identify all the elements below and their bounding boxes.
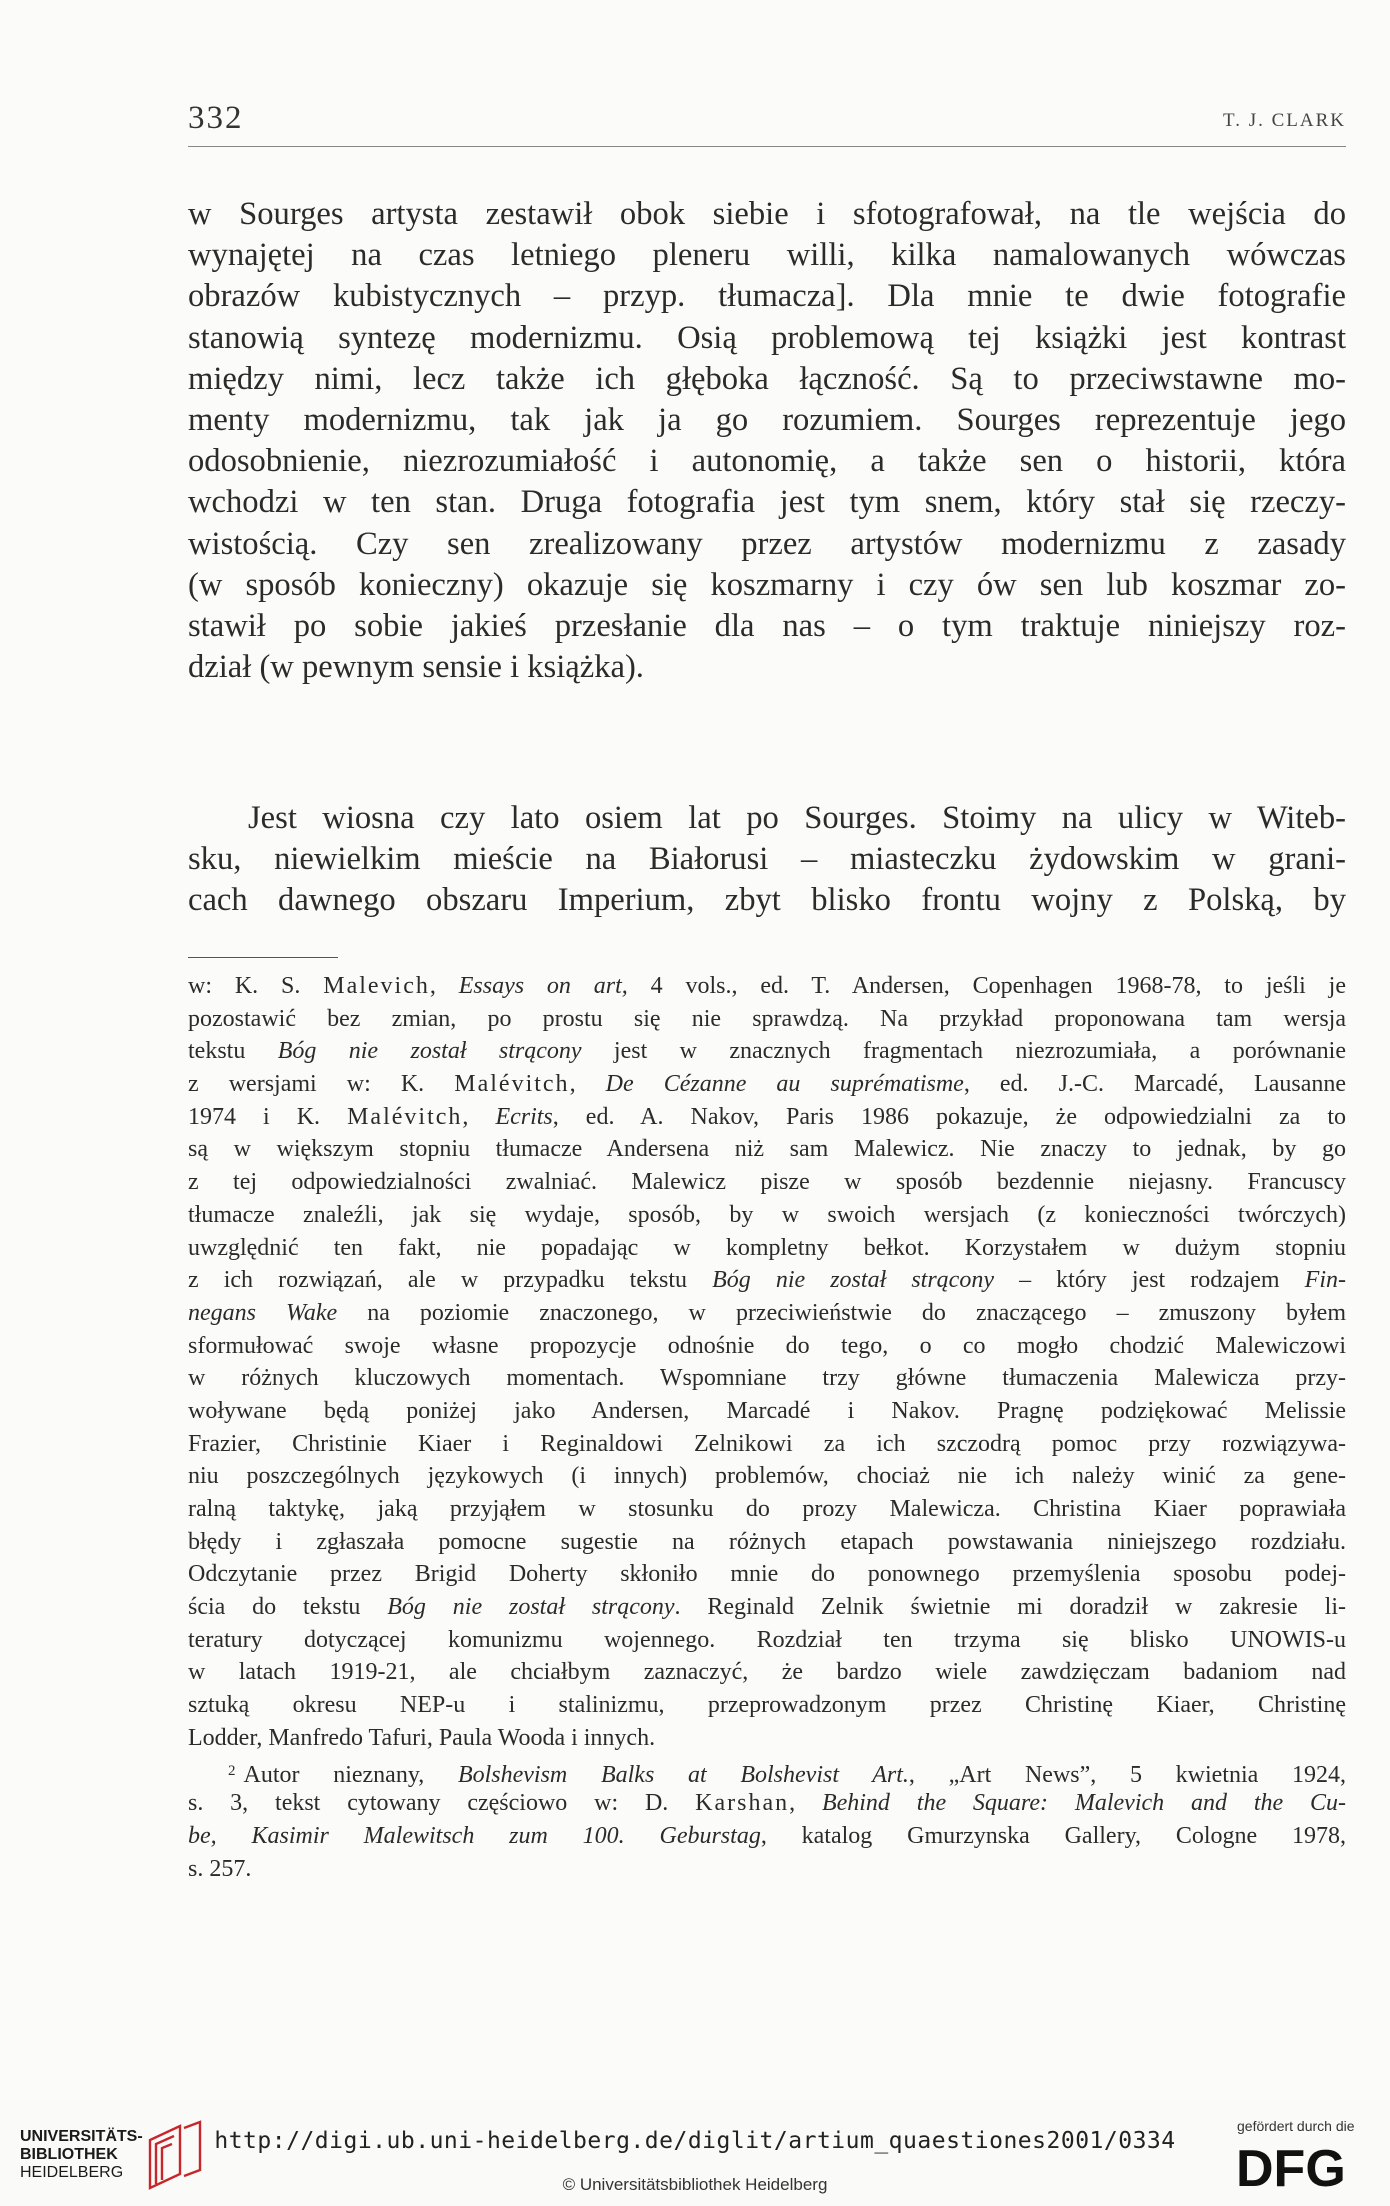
permalink-url[interactable]: http://digi.ub.uni-heidelberg.de/diglit/artium_quaestiones2001/0334 <box>214 2128 1176 2154</box>
text-line: wchodzi w ten stan. Druga fotografia jest tym snem, który stał się rzeczy- <box>188 484 1346 521</box>
text-line: wynajętej na czas letniego pleneru willi, kilka namalowanych wówczas <box>188 237 1346 274</box>
footnote-line: woływane będą poniżej jako Andersen, Marcadé i Nakov. Pragnę podziękować Melissie <box>188 1397 1346 1424</box>
dfg-caption: gefördert durch die <box>1237 2118 1355 2134</box>
footnote-line: Lodder, Manfredo Tafuri, Paula Wooda i innych. <box>188 1724 656 1751</box>
text-line: stanowią syntezę modernizmu. Osią problemową tej książki jest kontrast <box>188 319 1346 356</box>
footnote-line: s. 257. <box>188 1855 252 1882</box>
footnote-line: s. 3, tekst cytowany częściowo w: D. Karshan, Behind the Square: Malevich and the Cu- <box>188 1790 1346 1817</box>
footnote-line: w latach 1919-21, ale chciałbym zaznaczyć, że bardzo wiele zawdzięczam badaniom nad <box>188 1659 1346 1686</box>
footnote-line: uwzględnić ten fakt, nie popadając w kompletny bełkot. Korzystałem w dużym stopniu <box>188 1234 1346 1261</box>
footnote-separator <box>188 957 338 958</box>
svg-text:DFG: DFG <box>1236 2140 1346 2192</box>
text-line: dział (w pewnym sensie i książka). <box>188 649 644 686</box>
body-paragraph-1 <box>188 194 1346 688</box>
footnote-line: w: K. S. Malevich, Essays on art, 4 vols., ed. T. Andersen, Copenhagen 1968-78, to jeśli je <box>188 973 1346 999</box>
copyright-notice: © Universitätsbibliothek Heidelberg <box>562 2175 828 2194</box>
footnote-line: $^2$ Autor nieznany, Bolshevism Balks at Bolshevist Art., „Art News”, 5 kwietnia 1924, <box>228 1761 1346 1788</box>
footnote-line: Frazier, Christinie Kiaer i Reginaldowi Zelnikowi za ich szczodrą pomoc przy rozwiązywa- <box>188 1430 1346 1457</box>
footnote-line: sztuką okresu NEP-u i stalinizmu, przeprowadzonym przez Christinę Kiaer, Christinę <box>188 1692 1346 1719</box>
footnotes <box>188 970 1346 1885</box>
footnote-line: Odczytanie przez Brigid Doherty skłoniło mnie do ponownego przemyślenia sposobu podej- <box>188 1561 1346 1588</box>
text-line: stawił po sobie jakieś przesłanie dla nas – o tym traktuje niniejszy roz- <box>188 607 1346 644</box>
footnote-line: tłumacze znaleźli, jak się wydaje, sposób, by w swoich wersjach (z konieczności twórczych) <box>188 1201 1346 1228</box>
footnote-line: negans Wake na poziomie znaczonego, w przeciwieństwie do znaczącego – zmuszony byłem <box>188 1299 1346 1326</box>
text-line: Jest wiosna czy lato osiem lat po Sourges. Stoimy na ulicy w Witeb- <box>248 800 1346 836</box>
footnote-line: 1974 i K. Malévitch, Ecrits, ed. A. Nakov, Paris 1986 pokazuje, że odpowiedzialni za to <box>188 1103 1347 1130</box>
footnote-line: niu poszczególnych językowych (i innych) problemów, chociaż nie ich należy winić za gene- <box>188 1463 1346 1490</box>
body-paragraph-2 <box>188 798 1346 922</box>
dfg-logo <box>1232 2138 1372 2192</box>
footnote-line: sformułować swoje własne propozycje odnośnie do tego, o co mogło chodzić Malewiczowi <box>188 1332 1346 1359</box>
footnote-line: ścia do tekstu Bóg nie został strącony. Reginald Zelnik świetnie mi doradził w zakresie li- <box>188 1594 1347 1621</box>
text-line: (w sposób konieczny) okazuje się koszmarny i czy ów sen lub koszmar zo- <box>188 566 1346 603</box>
text-line: cach dawnego obszaru Imperium, zbyt blisko frontu wojny z Polską, by <box>188 882 1346 919</box>
footnote-line: tekstu Bóg nie został strącony jest w znacznych fragmentach niezrozumiała, a porównanie <box>188 1038 1346 1065</box>
text-line: odosobnienie, niezrozumiałość i autonomię, a także sen o historii, która <box>188 443 1346 480</box>
running-head: T. J. CLARK <box>1223 110 1346 131</box>
page-number: 332 <box>188 100 244 136</box>
footnote-line: z wersjami w: K. Malévitch, De Cézanne au suprématisme, ed. J.-C. Marcadé, Lausanne <box>188 1071 1347 1098</box>
page-header <box>188 100 1346 147</box>
footnote-line: teratury dotyczącej komunizmu wojennego. Rozdział ten trzyma się blisko UNOWIS-u <box>188 1626 1346 1653</box>
text-line: w Sourges artysta zestawił obok siebie i sfotografował, na tle wejścia do <box>188 196 1346 232</box>
text-line: menty modernizmu, tak jak ja go rozumiem. Sourges reprezentuje jego <box>188 401 1346 438</box>
footnote-line: z tej odpowiedzialności zwalniać. Malewicz pisze w sposób bezdennie niejasny. Francuscy <box>188 1169 1346 1196</box>
footnote-line: są w większym stopniu tłumacze Andersena niż sam Malewicz. Nie znaczy to jednak, by go <box>188 1136 1346 1163</box>
footnote-line: be, Kasimir Malewitsch zum 100. Geburstag, katalog Gmurzynska Gallery, Cologne 1978, <box>188 1822 1346 1849</box>
footnote-line: błędy i zgłaszała pomocne sugestie na różnych etapach powstawania niniejszego rozdziału. <box>188 1528 1346 1555</box>
text-line: wistością. Czy sen zrealizowany przez artystów modernizmu z zasady <box>188 525 1346 562</box>
text-line: sku, niewielkim mieście na Białorusi – miasteczku żydowskim w grani- <box>188 841 1346 878</box>
text-line: między nimi, lecz także ich głęboka łączność. Są to przeciwstawne mo- <box>188 360 1346 397</box>
text-line: obrazów kubistycznych – przyp. tłumacza]. Dla mnie te dwie fotografie <box>188 278 1346 315</box>
footnote-line: w różnych kluczowych momentach. Wspomniane trzy główne tłumaczenia Malewicza przy- <box>188 1365 1346 1392</box>
footnote-line: pozostawić bez zmian, po prostu się nie sprawdzą. Na przykład proponowana tam wersja <box>188 1005 1346 1032</box>
footnote-number: 2 <box>228 1762 236 1779</box>
footnote-line: ralną taktykę, jaką przyjąłem w stosunku do prozy Malewicza. Christina Kiaer poprawiała <box>188 1496 1346 1522</box>
footnote-line: z ich rozwiązań, ale w przypadku tekstu Bóg nie został strącony – który jest rodzajem Fin- <box>188 1267 1346 1294</box>
library-logo-text: UNIVERSITÄTS- BIBLIOTHEK HEIDELBERG <box>20 2128 143 2181</box>
